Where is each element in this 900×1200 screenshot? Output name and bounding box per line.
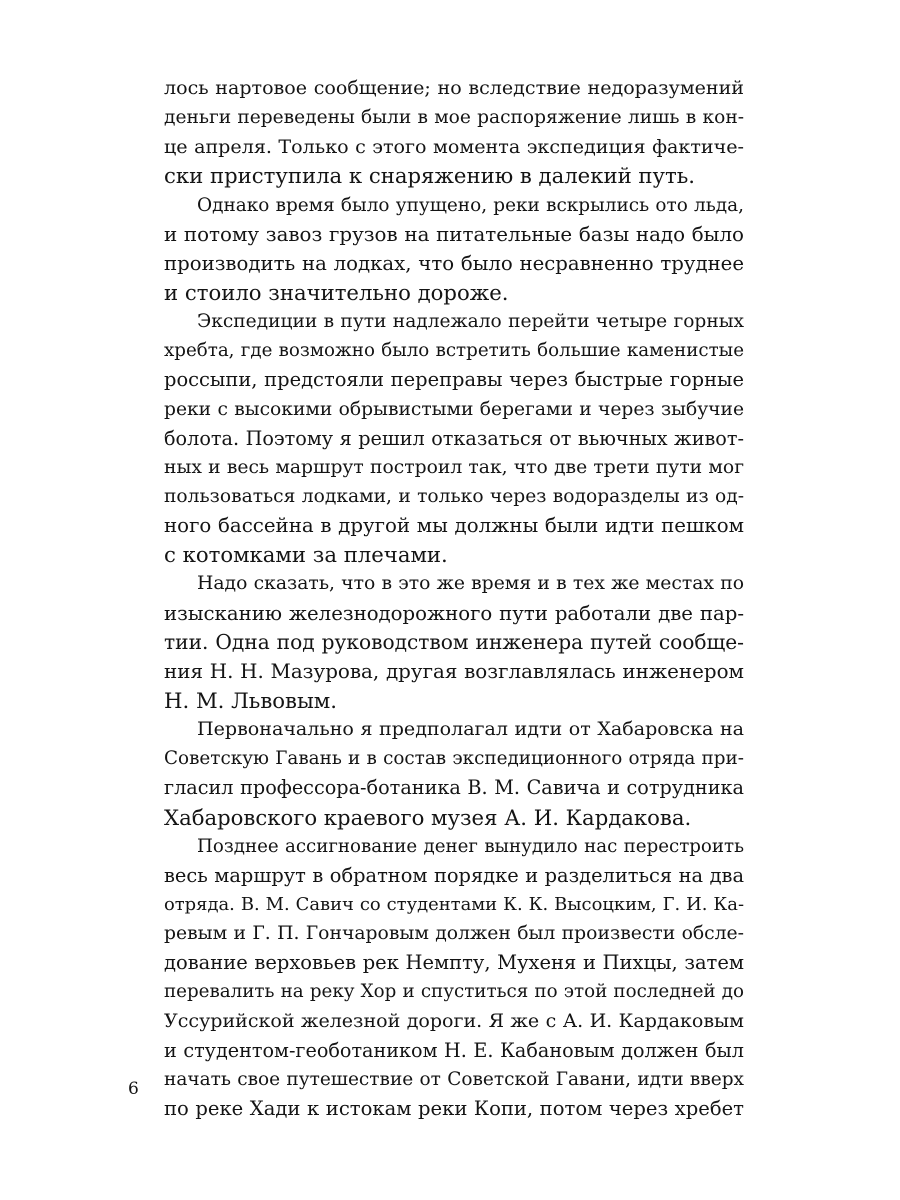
text-line: россыпи, предстояли переправы через быстрые горные	[164, 368, 744, 392]
text-line: болота. Поэтому я решил отказаться от вьючных живот-	[164, 426, 744, 450]
text-line: Первоначально я предполагал идти от Хабаровска на	[197, 718, 744, 741]
text-line: и студентом-геоботаником Н. Е. Кабановым должен был	[164, 1038, 744, 1062]
text-line: Надо сказать, что в это же время и в тех же местах по	[197, 573, 744, 595]
text-line: с котомками за плечами.	[164, 542, 448, 568]
text-line: Экспедиции в пути надлежало перейти четыре горных	[197, 311, 744, 333]
text-line: и потому завоз грузов на питательные базы надо было	[164, 222, 744, 246]
text-line: гласил профессора-ботаника В. М. Савича и сотрудника	[164, 776, 744, 800]
text-line: перевалить на реку Хор и спуститься по этой последней до	[164, 981, 744, 1003]
text-line: производить на лодках, что было несравненно труднее	[164, 251, 744, 275]
paragraph-3	[164, 307, 744, 569]
text-line: дование верховьев рек Немпту, Мухеня и Пихцы, затем	[164, 951, 744, 975]
body-text	[164, 74, 744, 1123]
paragraph-6	[164, 832, 744, 1123]
text-line: ного бассейна в другой мы должны были идти пешком	[164, 514, 744, 538]
paragraph-1	[164, 74, 744, 191]
text-line: Советскую Гавань и в состав экспедиционного отряда при-	[164, 748, 744, 770]
text-line: це апреля. Только с этого момента экспедиция фактиче-	[164, 135, 744, 159]
paragraph-5	[164, 715, 744, 832]
text-line: Н. М. Львовым.	[164, 687, 338, 713]
text-line: Позднее ассигнование денег вынудило нас перестроить	[197, 835, 744, 857]
text-line: ски приступила к снаряжению в далекий путь.	[164, 163, 696, 189]
text-line: Хабаровского краевого музея А. И. Кардакова.	[164, 804, 692, 830]
text-line: реки с высокими обрывистыми берегами и через зыбучие	[164, 398, 744, 420]
text-line: хребта, где возможно было встретить большие каменистые	[164, 340, 744, 362]
text-line: ния Н. Н. Мазурова, другая возглавлялась инженером	[164, 659, 744, 683]
page-number: 6	[128, 1079, 139, 1099]
text-line: отряда. В. М. Савич со студентами К. К. Высоцким, Г. И. Ка-	[164, 893, 744, 915]
text-line: Уссурийской железной дороги. Я же с А. И. Кардаковым	[164, 1009, 744, 1032]
text-line: весь маршрут в обратном порядке и разделиться на два	[164, 863, 744, 887]
text-line: ных и весь маршрут построил так, что две трети пути мог	[164, 456, 744, 478]
text-line: по реке Хади к истокам реки Копи, потом через хребет	[164, 1096, 744, 1120]
text-line: деньги переведены были в мое распоряжение лишь в кон-	[164, 107, 744, 129]
text-line: начать свое путешествие от Советской Гавани, идти вверх	[164, 1068, 744, 1090]
text-line: тии. Одна под руководством инженера путей сообще-	[164, 629, 744, 654]
paragraph-4	[164, 569, 744, 715]
text-line: пользоваться лодками, и только через водоразделы из од-	[164, 485, 744, 507]
text-line: Однако время было упущено, реки вскрылись ото льда,	[197, 194, 744, 216]
text-line: ревым и Г. П. Гончаровым должен был произвести обсле-	[164, 923, 744, 945]
text-line: изысканию железнодорожного пути работали две пар-	[164, 601, 744, 625]
text-line: лось нартовое сообщение; но вследствие недоразумений	[164, 77, 744, 99]
text-line: и стоило значительно дороже.	[164, 279, 509, 305]
paragraph-2	[164, 191, 744, 308]
